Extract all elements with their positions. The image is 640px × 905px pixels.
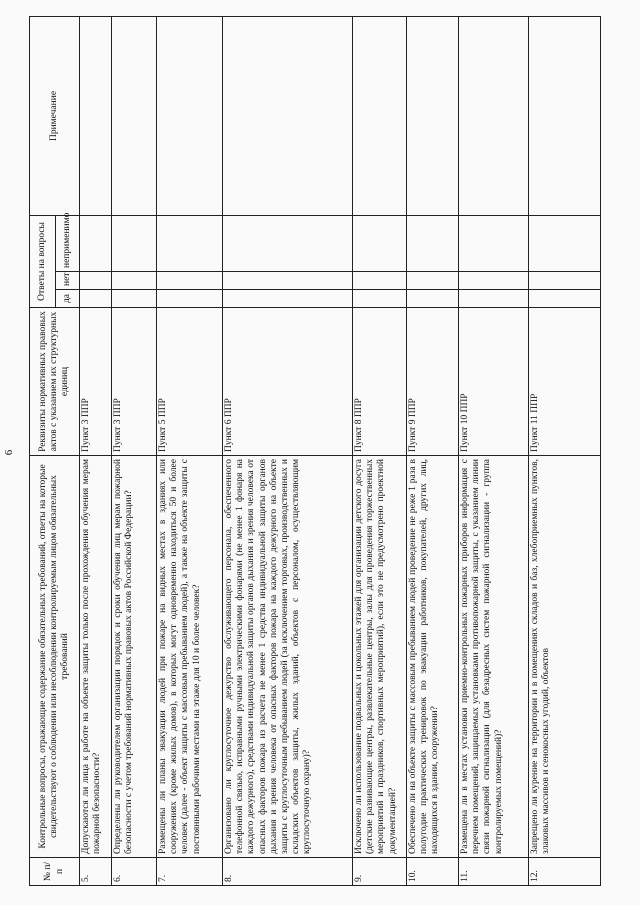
row-number: 12. bbox=[529, 858, 601, 886]
answer-not-applicable-cell bbox=[407, 215, 459, 271]
header-requisites: Реквизиты нормативных правовых актов с указанием их структурных единиц bbox=[30, 308, 80, 456]
note-cell bbox=[529, 16, 601, 215]
note-cell bbox=[407, 16, 459, 215]
row-requisite: Пункт 10 ППР bbox=[459, 308, 529, 456]
answer-yes-cell bbox=[407, 290, 459, 308]
note-cell bbox=[112, 16, 157, 215]
note-cell bbox=[459, 16, 529, 215]
answer-no-cell bbox=[353, 272, 407, 290]
answer-yes-cell bbox=[223, 290, 353, 308]
row-requisite: Пункт 3 ППР bbox=[112, 308, 157, 456]
note-cell bbox=[80, 16, 112, 215]
row-question: Обеспечено ли на объекте защиты с массовым пребыванием людей проведение не реже 1 раза в полугодие практических тренировок по эвакуации работников, покупателей, других лиц, находящихся в здании, сооружении? bbox=[407, 456, 459, 858]
row-requisite: Пункт 8 ППР bbox=[353, 308, 407, 456]
table-row bbox=[112, 16, 157, 885]
row-requisite: Пункт 11 ППР bbox=[529, 308, 601, 456]
answer-no-cell bbox=[80, 272, 112, 290]
table-row bbox=[407, 16, 459, 885]
note-cell bbox=[223, 16, 353, 215]
answer-yes-cell bbox=[157, 290, 223, 308]
row-question: Запрещено ли курение на территории и в помещениях складов и баз, хлебоприемных пунктов, злаковых массивов и сенокосных угодий, объектов bbox=[529, 456, 601, 858]
answer-no-cell bbox=[157, 272, 223, 290]
answer-not-applicable-cell bbox=[529, 215, 601, 271]
row-question: Размещены ли планы эвакуации людей при пожаре на видных местах в зданиях или сооружениях (кроме жилых домов), в которых могут одновременно находиться 50 и более человек (далее - объект защиты с массовым пребыванием людей), а также на объекте защиты с постоянными рабочими местами на этаже для 10 и более человек? bbox=[157, 456, 223, 858]
row-requisite: Пункт 3 ППР bbox=[80, 308, 112, 456]
row-number: 7. bbox=[157, 858, 223, 886]
answer-yes-cell bbox=[80, 290, 112, 308]
row-question: Размещена ли в местах установки приемно-контрольных пожарных приборов информация с перечнем помещений, защищаемых установками противопожарной защиты, с указанием линии связи пожарной сигнализации (для безадресных систем пожарной сигнализации - группа контролируемых помещений)? bbox=[459, 456, 529, 858]
checklist-table bbox=[29, 16, 601, 886]
note-cell bbox=[353, 16, 407, 215]
header-num: № п/п bbox=[30, 858, 80, 886]
row-requisite: Пункт 5 ППР bbox=[157, 308, 223, 456]
answer-not-applicable-cell bbox=[459, 215, 529, 271]
row-requisite: Пункт 6 ППР bbox=[223, 308, 353, 456]
header-note: Примечание bbox=[30, 16, 80, 215]
header-yes: да bbox=[56, 290, 80, 308]
row-number: 10. bbox=[407, 858, 459, 886]
row-number: 9. bbox=[353, 858, 407, 886]
row-question: Исключено ли использование подвальных и цокольных этажей для организации детского досуга (детские развивающие центры, развлекательные центры, залы для проведения торжественных мероприятий и праздников, спортивных мероприятий), если это не предусмотрено проектной документацией? bbox=[353, 456, 407, 858]
answer-not-applicable-cell bbox=[80, 215, 112, 271]
header-question: Контрольные вопросы, отражающие содержание обязательных требований, ответы на которые свидетельствуют о соблюдении или несоблюдении контролируемым лицом обязательных требований bbox=[30, 456, 80, 858]
answer-yes-cell bbox=[112, 290, 157, 308]
row-requisite: Пункт 9 ППР bbox=[407, 308, 459, 456]
row-number: 11. bbox=[459, 858, 529, 886]
answer-not-applicable-cell bbox=[157, 215, 223, 271]
answer-yes-cell bbox=[459, 290, 529, 308]
answer-not-applicable-cell bbox=[112, 215, 157, 271]
table-row bbox=[459, 16, 529, 885]
answer-no-cell bbox=[223, 272, 353, 290]
answer-not-applicable-cell bbox=[223, 215, 353, 271]
answer-not-applicable-cell bbox=[353, 215, 407, 271]
header-answers: Ответы на вопросы bbox=[30, 215, 56, 307]
row-question: Организовано ли круглосуточное дежурство обслуживающего персонала, обеспеченного телефонной связью, исправными ручными электрическими фонарями (не менее 1 фонаря на каждого дежурного), средствами индивидуальной защиты органов дыхания и зрения человека от опасных факторов пожара из расчета не менее 1 средства индивидуальной защиты органов дыхания и зрения человека от опасных факторов пожара на каждого дежурного на объекте защиты с круглосуточным пребыванием людей (за исключением торговых, производственных и складских объектов защиты, жилых зданий, объектов с персоналом, осуществляющим круглосуточную охрану)? bbox=[223, 456, 353, 858]
row-number: 8. bbox=[223, 858, 353, 886]
row-number: 6. bbox=[112, 858, 157, 886]
table-row bbox=[223, 16, 353, 885]
row-number: 5. bbox=[80, 858, 112, 886]
rotated-page-content bbox=[0, 1, 640, 904]
answer-no-cell bbox=[529, 272, 601, 290]
answer-no-cell bbox=[112, 272, 157, 290]
answer-yes-cell bbox=[353, 290, 407, 308]
table-row bbox=[157, 16, 223, 885]
row-question: Определены ли руководителем организации порядок и сроки обучения лиц мерам пожарной безопасности с учетом требований нормативных правовых актов Российской Федерации? bbox=[112, 456, 157, 858]
row-question: Допускаются ли лица к работе на объекте защиты только после прохождения обучения мерам пожарной безопасности? bbox=[80, 456, 112, 858]
table-row bbox=[353, 16, 407, 885]
header-not-applicable: неприменимо bbox=[56, 215, 80, 271]
header-no: нет bbox=[56, 272, 80, 290]
table-row bbox=[529, 16, 601, 885]
table-row bbox=[80, 16, 112, 885]
note-cell bbox=[157, 16, 223, 215]
answer-yes-cell bbox=[529, 290, 601, 308]
answer-no-cell bbox=[407, 272, 459, 290]
answer-no-cell bbox=[459, 272, 529, 290]
page-number: 6 bbox=[3, 449, 15, 456]
